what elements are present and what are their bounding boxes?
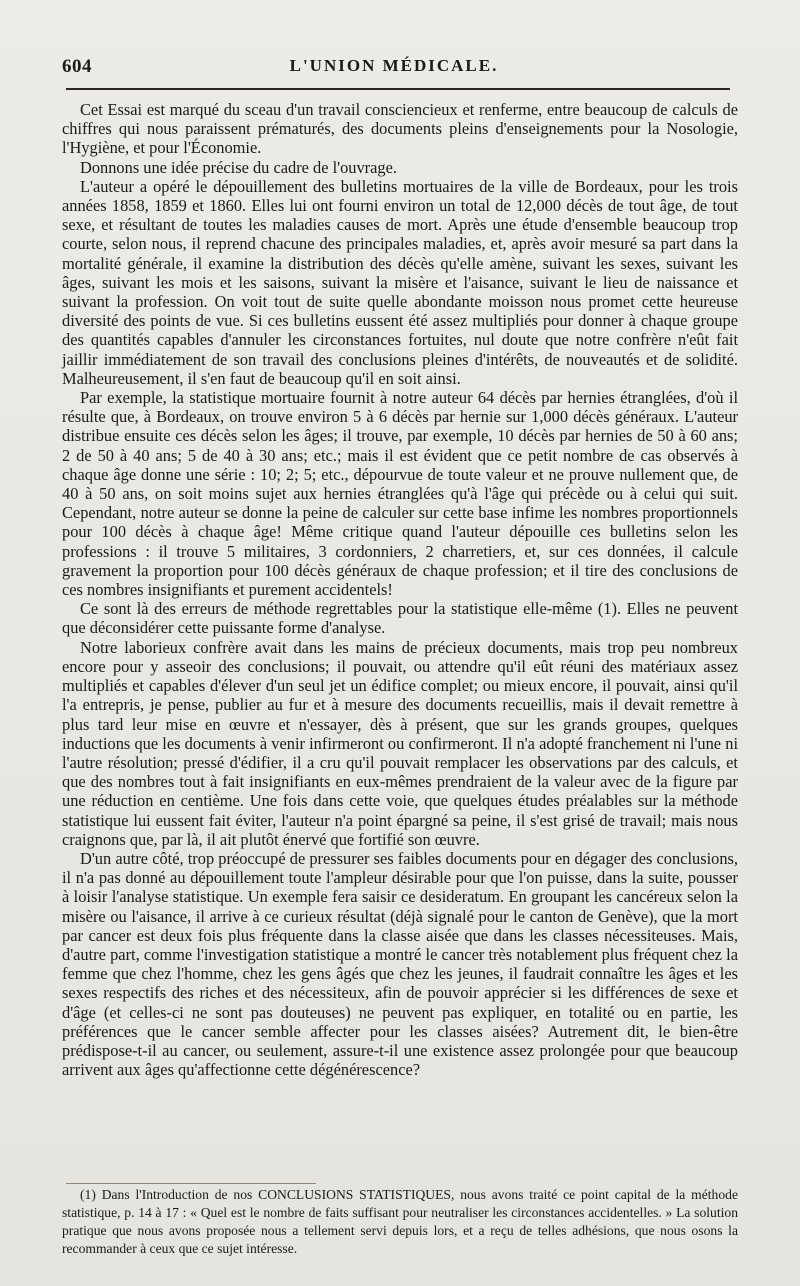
paragraph: Donnons une idée précise du cadre de l'ouvrage. — [80, 157, 397, 177]
page-number: 604 — [62, 56, 92, 77]
article-body — [62, 100, 738, 1079]
footnote: (1) Dans l'Introduction de nos CONCLUSIONS STATISTIQUES, nous avons traité ce point capital de la méthode statistique, p. 14 à 17 : « Quel est le nombre de faits suffisant pour neutraliser les circonstances accidentelles. » La solution pratique que nous avons proposée nous a tellement servi depuis lors, et a reçu de telles adhésions, que nous osons la recommander à ceux que ce sujet intéresse. — [62, 1187, 738, 1256]
running-title: L'UNION MÉDICALE. — [289, 56, 499, 75]
paragraph: Ce sont là des erreurs de méthode regrettables pour la statistique elle-même (1). Elles ne peuvent que déconsidérer cette puissante forme d'analyse. — [62, 599, 738, 638]
footnote-rule — [66, 1183, 316, 1184]
paragraph: L'auteur a opéré le dépouillement des bulletins mortuaires de la ville de Bordeaux, pour les trois années 1858, 1859 et 1860. Elles lui ont fourni environ un total de 12,000 décès de tout âge, de tout sexe, et résultant de toutes les maladies causes de mort. Après une étude d'ensemble beaucoup trop courte, selon nous, il reprend chacune des principales maladies, et, après avoir mesuré sa part dans la mortalité générale, il examine la distribution des décès qu'elle amène, suivant les sexes, suivant les âges, suivant les mois et les saisons, suivant la misère et l'aisance, suivant le lieu de naissance et suivant la profession. On voit tout de suite quelle abondante moisson nous promet cette heureuse diversité des points de vue. Si ces bulletins eussent été assez multipliés pour donner à chaque groupe des quantités capables d'annuler les circonstances fortuites, nul doute que notre confrère n'eût fait jaillir immédiatement de son travail des conclusions pleines d'intérêts, de nouveautés et de solidité. Malheureusement, il s'en faut de beaucoup qu'il en soit ainsi. — [62, 176, 738, 388]
paragraph: Notre laborieux confrère avait dans les mains de précieux documents, mais trop peu nombreux encore pour y asseoir des conclusions; il pouvait, ou attendre qu'il eût réuni des matériaux assez multipliés et capables d'élever d'un seul jet un édifice complet; ou mieux encore, il pouvait, ainsi qu'il l'a entrepris, je pense, publier au fur et à mesure des documents recueillis, mais il devait remettre à plus tard leur mise en œuvre et n'essayer, dès à présent, que sur les grands groupes, quelques inductions que les documents à venir infirmeront ou confirmeront. Il n'a adopté franchement ni l'une ni l'autre résolution; pressé d'édifier, il a cru qu'il pouvait remplacer les observations par des calculs, et que des nombres tout à fait insignifiants en eux-mêmes prendraient de la valeur avec de la figure par une réduction en centième. Une fois dans cette voie, que quelques études préalables sur la méthode statistique lui eussent fait éviter, l'auteur n'a point épargné sa peine, il s'est grisé de travail; mais nous craignons que, par là, il ait plutôt énervé que fortifié son œuvre. — [62, 637, 738, 849]
page-header — [62, 56, 726, 78]
paragraph: Cet Essai est marqué du sceau d'un travail consciencieux et renferme, entre beaucoup de calculs de chiffres qui nous paraissent prématurés, des documents pleins d'enseignements pour la Nosologie, l'Hygiène, et pour l'Économie. — [62, 100, 738, 158]
paragraph: D'un autre côté, trop préoccupé de pressurer ses faibles documents pour en dégager des conclusions, il n'a pas donné au dépouillement toute l'ampleur désirable pour que l'on puisse, dans la suite, pousser à loisir l'analyse statistique. Un exemple fera saisir ce desideratum. En groupant les cancéreux selon la misère ou l'aisance, il arrive à ce curieux résultat (déjà signalé pour le canton de Genève), que la mort par cancer est deux fois plus fréquente dans la classe aisée que dans les classes nécessiteuses. Mais, d'autre part, comme l'investigation statistique a montré le cancer très notablement plus fréquent chez la femme que chez l'homme, chez les gens âgés que chez les jeunes, il faudrait connaître les âges et les sexes respectifs des riches et des nécessiteux, afin de pouvoir apprécier si les différences de sexe et d'âge (et celles-ci ne sont pas douteuses) ne peuvent pas expliquer, en totalité ou en partie, les préférences que le cancer semble affecter pour les classes aisées? Autrement dit, le bien-être prédispose-t-il au cancer, ou seulement, assure-t-il une existence assez prolongée pour que beaucoup arrivent aux âges qu'affectionne cette dégénérescence? — [62, 848, 738, 1080]
header-rule — [66, 88, 730, 90]
paragraph: Par exemple, la statistique mortuaire fournit à notre auteur 64 décès par hernies étranglées, d'où il résulte que, à Bordeaux, on trouve environ 5 à 6 décès par hernie sur 1,000 décès généraux. L'auteur distribue ensuite ces décès selon les âges; il trouve, par exemple, 10 décès par hernies de 50 à 60 ans; 2 de 50 à 40 ans; 5 de 40 à 30 ans; etc.; mais il est évident que ce petit nombre de cas observés à chaque âge donne une série : 10; 2; 5; etc., dépourvue de toute valeur et ne prouve nullement que, de 40 à 50 ans, on soit moins sujet aux hernies étranglées qu'à l'âge qui précède ou à celui qui suit. Cependant, notre auteur se donne la peine de calculer sur cette base infime les nombres proportionnels pour 100 décès à chaque âge! Même critique quand l'auteur dépouille ces bulletins selon les professions : il trouve 5 militaires, 3 cordonniers, 2 charretiers, et, sur ces données, il calcule gravement la proportion pour 100 décès généraux de chaque profession; et il tire des conclusions de ces nombres insignifiants et purement accidentels! — [62, 388, 738, 600]
